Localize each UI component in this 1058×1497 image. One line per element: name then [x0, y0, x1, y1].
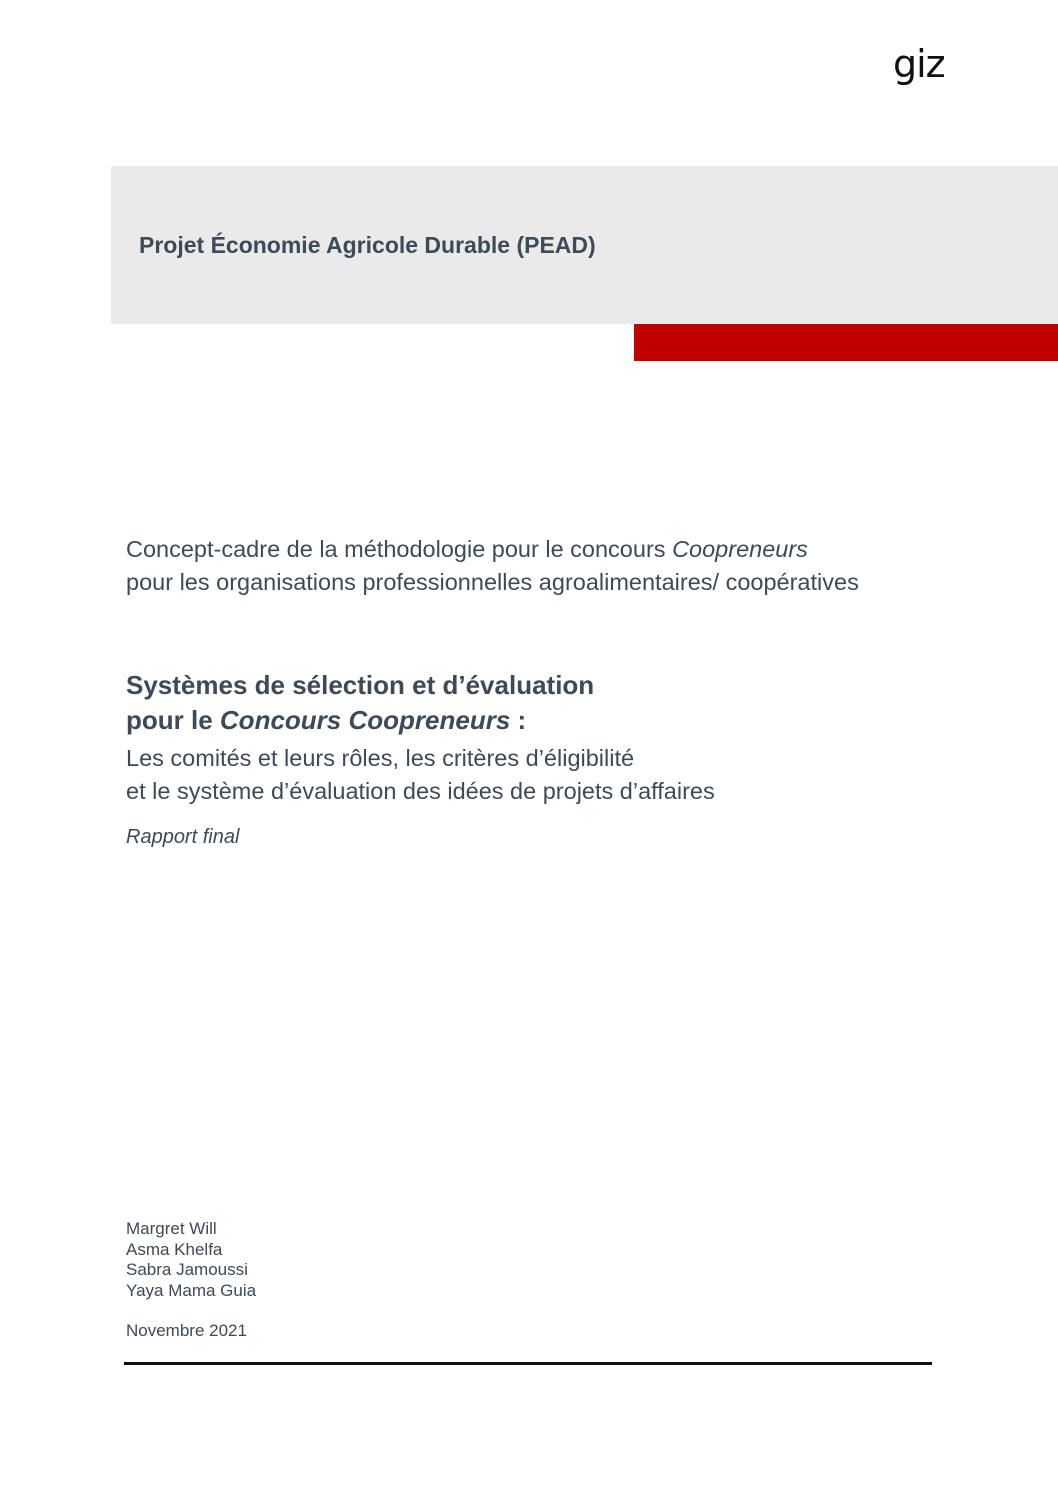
subtitle-line-1: Les comités et leurs rôles, les critères d’éligibilité [126, 745, 635, 771]
red-accent-bar [634, 324, 1058, 361]
main-title-line-2: pour le Concours Coopreneurs : [126, 705, 527, 735]
header-band [111, 166, 1058, 324]
main-title [126, 668, 594, 738]
subtitle [126, 742, 715, 808]
giz-logo: giz [893, 42, 945, 86]
concept-description [126, 533, 859, 599]
main-title-line-1: Systèmes de sélection et d’évaluation [126, 670, 595, 700]
authors-list [126, 1219, 256, 1301]
concept-line-1: Concept-cadre de la méthodologie pour le concours Coopreneurs [126, 536, 808, 562]
author: Sabra Jamoussi [126, 1260, 248, 1279]
publication-date: Novembre 2021 [126, 1321, 247, 1340]
concept-line-2: pour les organisations professionnelles agroalimentaires/ coopératives [126, 569, 859, 595]
project-title: Projet Économie Agricole Durable (PEAD) [139, 232, 596, 258]
author: Asma Khelfa [126, 1239, 223, 1259]
author: Margret Will [126, 1219, 217, 1238]
coopreneurs-italic: Coopreneurs [672, 536, 808, 562]
report-type: Rapport final [126, 826, 240, 848]
author: Yaya Mama Guia [126, 1280, 257, 1300]
subtitle-line-2: et le système d’évaluation des idées de projets d’affaires [126, 778, 715, 804]
footer-rule [124, 1362, 932, 1365]
concours-coopreneurs-italic: Concours Coopreneurs [219, 705, 511, 735]
